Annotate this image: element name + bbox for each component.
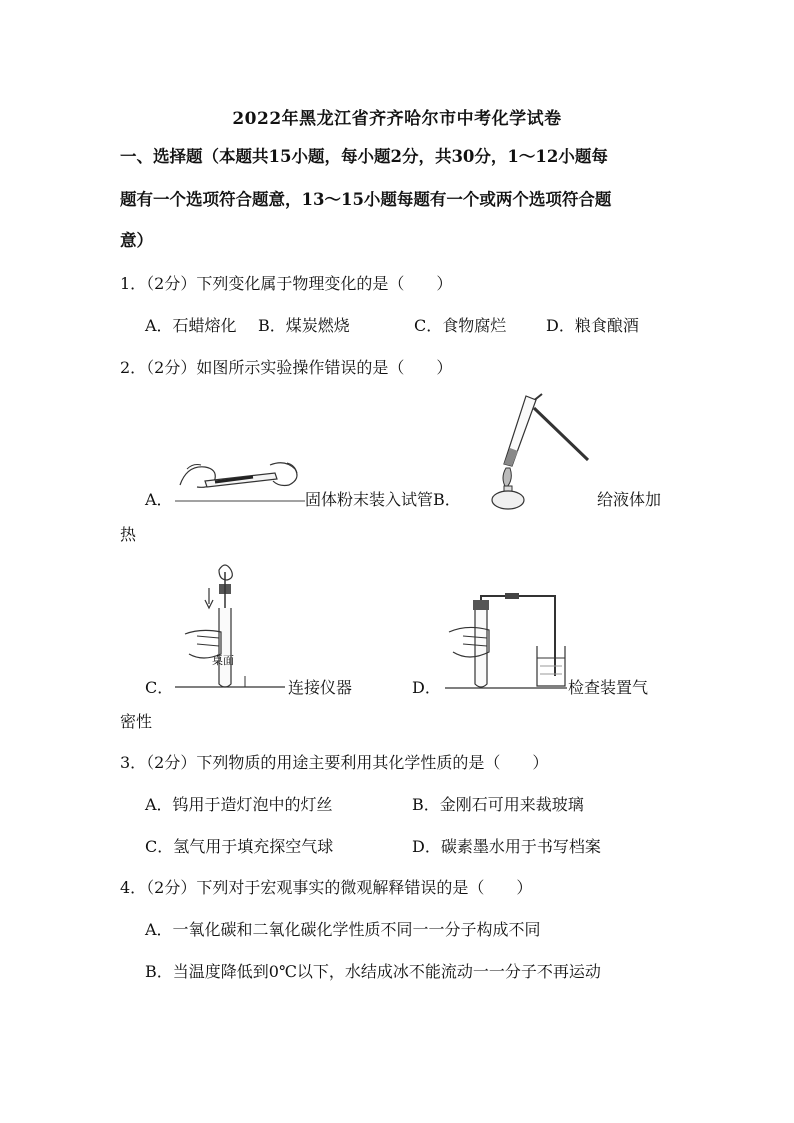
- connecting-apparatus-figure: [175, 558, 285, 693]
- q2-option-d-text-cont: 密性: [120, 712, 153, 731]
- q3-option-d: D．碳素墨水用于书写档案: [412, 837, 601, 856]
- section-heading-line-2: 题有一个选项符合题意，13～15小题每题有一个或两个选项符合题: [120, 190, 612, 209]
- q1-option-d: D．粮食酿酒: [546, 316, 639, 335]
- q1-option-c: C．食物腐烂: [414, 316, 507, 335]
- q3-stem: 3．（2分）下列物质的用途主要利用其化学性质的是（ ）: [120, 753, 549, 772]
- q3-option-c: C．氢气用于填充探空气球: [145, 837, 334, 856]
- q1-option-b: B．煤炭燃烧: [258, 316, 350, 335]
- q3-option-a: A．钨用于造灯泡中的灯丝: [145, 795, 333, 814]
- section-heading-line-1: 一、选择题（本题共15小题，每小题2分，共30分，1～12小题每: [120, 147, 608, 166]
- q2-option-b-text: 给液体加: [597, 490, 662, 509]
- q4-stem: 4．（2分）下列对于宏观事实的微观解释错误的是（ ）: [120, 878, 533, 897]
- q4-option-a: A．一氧化碳和二氧化碳化学性质不同一一分子构成不同: [145, 920, 541, 939]
- powder-into-tube-figure: [175, 455, 305, 505]
- q2-option-a-text: 固体粉末装入试管B．: [305, 490, 461, 509]
- q2-option-d-prefix: D．: [412, 678, 441, 697]
- section-heading-line-3: 意）: [120, 231, 153, 250]
- q2-stem: 2．（2分）如图所示实验操作错误的是（ ）: [120, 358, 453, 377]
- q2-option-c-text: 连接仪器: [288, 678, 353, 697]
- q1-stem: 1．（2分）下列变化属于物理变化的是（ ）: [120, 274, 453, 293]
- page-title: 2022年黑龙江省齐齐哈尔市中考化学试卷: [232, 109, 562, 129]
- q2-option-b-text-cont: 热: [120, 525, 137, 544]
- q2-option-d-text: 检查装置气: [568, 678, 649, 697]
- q2-option-a-prefix: A．: [145, 490, 173, 509]
- airtightness-check-figure: [445, 592, 567, 692]
- q1-option-a: A．石蜡熔化: [145, 316, 237, 335]
- q2-option-c-prefix: C．: [145, 678, 174, 697]
- q3-option-b: B．金刚石可用来裁玻璃: [412, 795, 584, 814]
- q4-option-b: B．当温度降低到0℃以下，水结成冰不能流动一一分子不再运动: [145, 962, 601, 981]
- heating-liquid-figure: [488, 388, 598, 513]
- table-surface-label: 桌面: [212, 654, 234, 667]
